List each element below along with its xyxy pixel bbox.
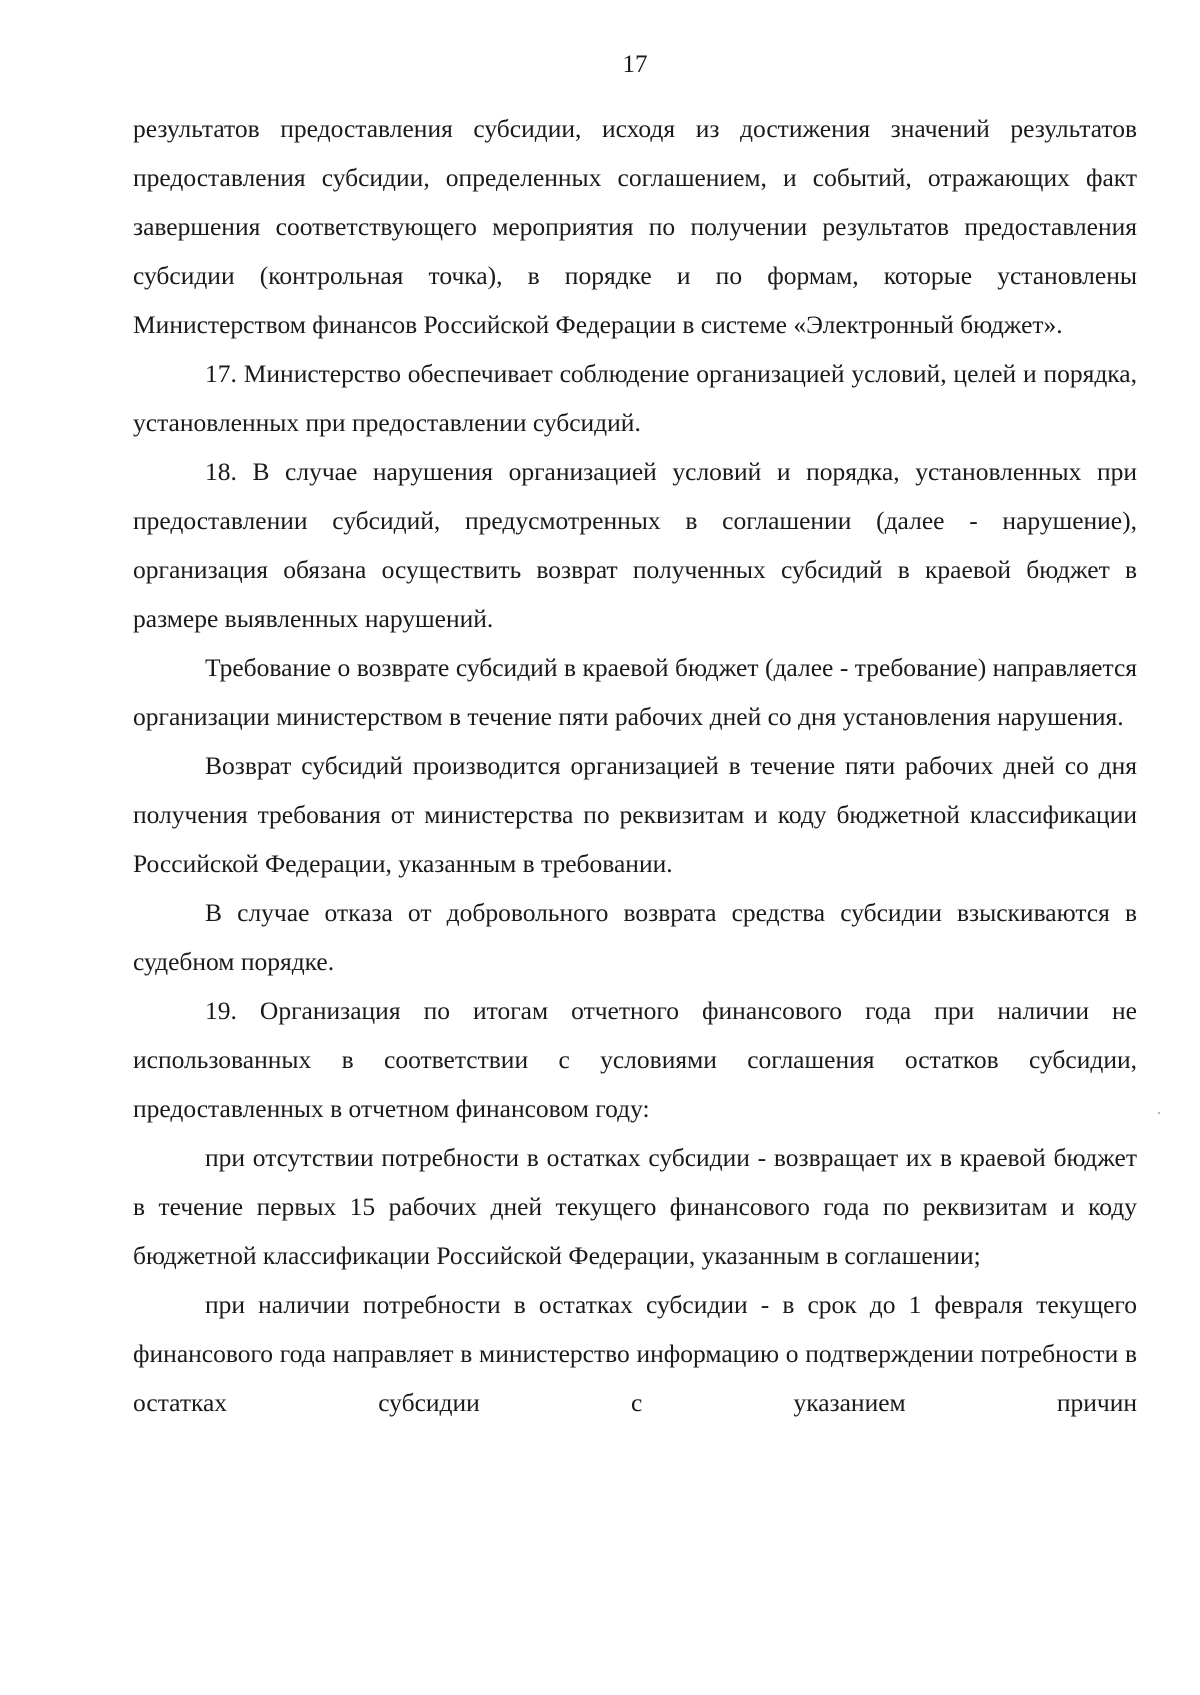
paragraph-item-19: 19. Организация по итогам отчетного финансового года при наличии не использованных в соответствии с условиями соглашения остатков субсидии, предоставленных в отчетном финансовом году: <box>133 996 1137 1123</box>
paragraph-requirement: Требование о возврате субсидий в краевой бюджет (далее - требование) направляется организации министерством в течение пяти рабочих дней со дня установления нарушения. <box>133 653 1137 731</box>
paragraph-no-need: при отсутствии потребности в остатках субсидии - возвращает их в краевой бюджет в течение первых 15 рабочих дней текущего финансового года по реквизитам и коду бюджетной классификации Российской Федерации, указанным в соглашении; <box>133 1143 1137 1270</box>
paragraph-continuation: результатов предоставления субсидии, исходя из достижения значений результатов предоставления субсидии, определенных соглашением, и событий, отражающих факт завершения соответствующего мероприятия по получении результатов предоставления субсидии (контрольная точка), в порядке и по формам, которые установлены Министерством финансов Российской Федерации в системе «Электронный бюджет». <box>133 114 1137 339</box>
scan-speck <box>1158 1112 1160 1114</box>
paragraph-item-17: 17. Министерство обеспечивает соблюдение организацией условий, целей и порядка, установленных при предоставлении субсидий. <box>133 359 1137 437</box>
paragraph-need: при наличии потребности в остатках субсидии - в срок до 1 февраля текущего финансового года направляет в министерство информацию о подтверждении потребности в остатках субсидии с указанием причин <box>133 1290 1137 1417</box>
document-body <box>133 104 1137 1427</box>
page-number: 17 <box>622 51 648 78</box>
paragraph-refund: Возврат субсидий производится организацией в течение пяти рабочих дней со дня получения требования от министерства по реквизитам и коду бюджетной классификации Российской Федерации, указанным в требовании. <box>133 751 1137 878</box>
paragraph-refusal: В случае отказа от добровольного возврата средства субсидии взыскиваются в судебном порядке. <box>133 898 1137 976</box>
paragraph-item-18: 18. В случае нарушения организацией условий и порядка, установленных при предоставлении субсидий, предусмотренных в соглашении (далее - нарушение), организация обязана осуществить возврат полученных субсидий в краевой бюджет в размере выявленных нарушений. <box>133 457 1137 633</box>
